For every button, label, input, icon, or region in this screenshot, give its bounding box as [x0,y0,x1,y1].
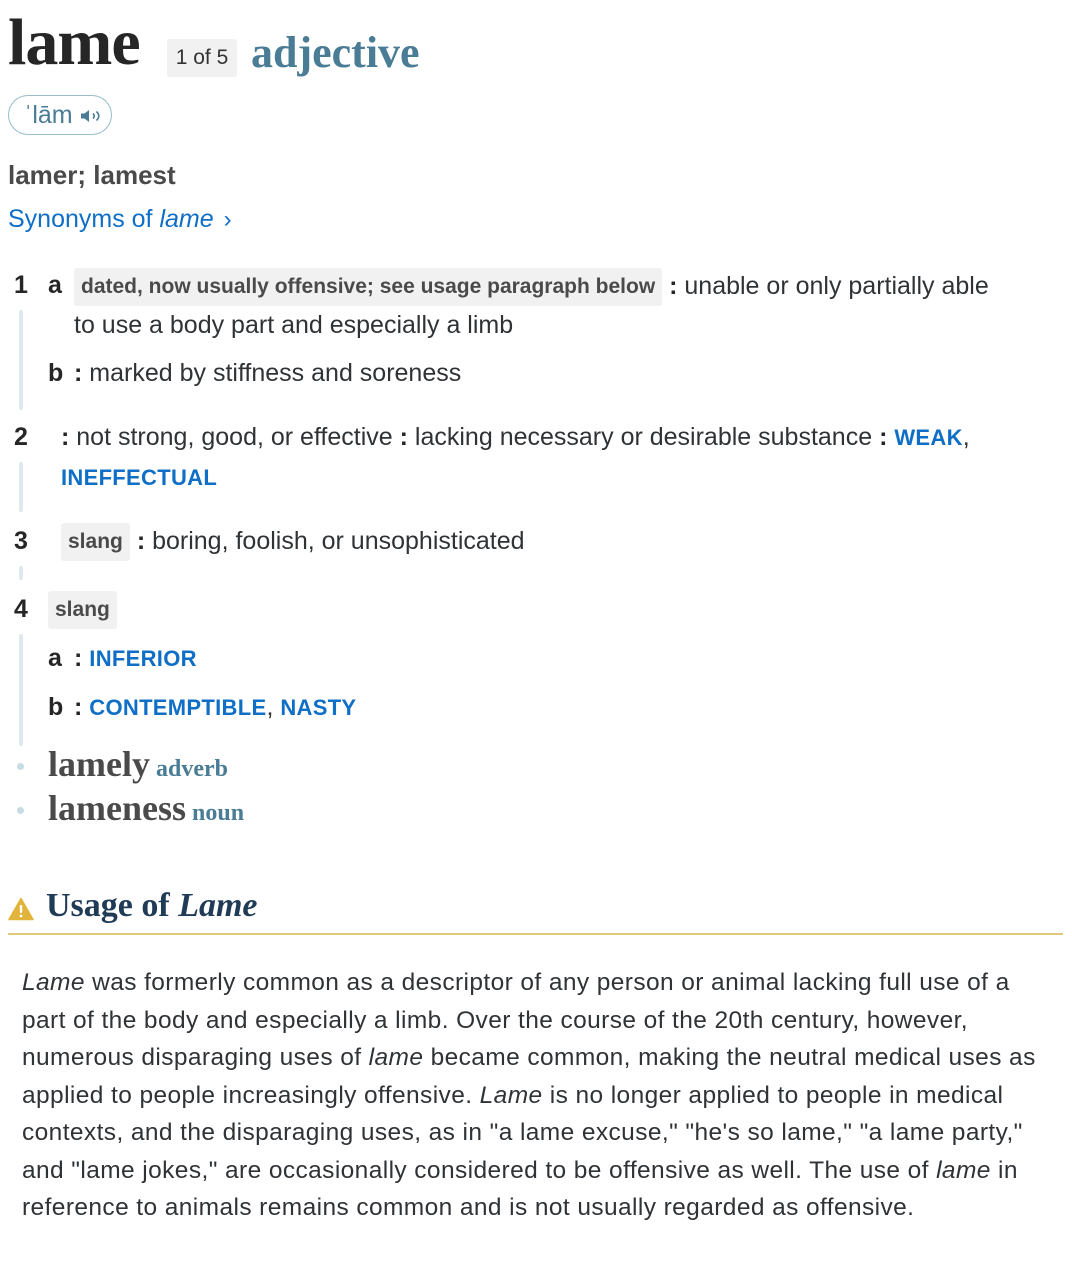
usage-text: is no longer applied to people in medical contexts, and the disparaging uses, as in "a lame excuse," "he's so lame," "a lame party," and "lame jokes," are occasionally considered to be offensive as well. The use of [22,1081,1023,1184]
sense-4b-letter: b [48,693,64,721]
runon-lamely [48,742,228,791]
usage-term: lame [936,1156,991,1184]
synonym-link-contemptible[interactable]: CONTEMPTIBLE [89,695,267,720]
usage-text: became common, making the neutral medical uses as applied to people increasingly offensive. [22,1044,1036,1109]
usage-title [46,884,258,928]
sense-1b-def-text: marked by stiffness and soreness [89,359,462,387]
warning-icon [8,897,34,921]
sense-4b-definition: : CONTEMPTIBLE, NASTY [74,693,357,721]
homograph-badge: 1 of 5 [167,39,237,77]
usage-divider [8,933,1063,935]
synonyms-link-word: lame [159,205,214,233]
sense-1-line [19,310,23,410]
runon-pos: adverb [155,756,228,782]
runon-bullet-icon [17,763,24,770]
sense-1b-letter: b [48,359,64,387]
synonyms-link[interactable] [8,202,232,237]
part-of-speech-link[interactable]: adjective [251,28,420,77]
sense-4a-letter: a [48,644,62,672]
usage-paragraph [22,964,1058,1227]
sense-1b-definition: : marked by stiffness and soreness [74,359,462,387]
runon-pos: noun [192,800,245,826]
synonym-link-inferior[interactable]: INFERIOR [89,646,197,671]
speaker-icon [80,109,106,123]
runon-bullet-icon [17,807,24,814]
synonym-link-nasty[interactable]: NASTY [280,695,357,720]
usage-label: dated, now usually offensive; see usage paragraph below [74,268,662,306]
sense-number-2: 2 [14,423,28,451]
sense-2-def-line2 [61,457,217,498]
inflections: lamer; lamest [8,160,176,190]
sense-2-def2: lacking necessary or desirable substance [414,423,873,451]
usage-term: Lame [479,1081,543,1109]
sense-2-line [19,462,23,512]
chevron-right-icon: › [223,206,232,233]
slang-label: slang [61,523,130,561]
sense-2-definition: : not strong, good, or effective : lacking necessary or desirable substance : WEAK, [61,423,970,451]
sense-1a-definition: dated, now usually offensive; see usage paragraph below : unable or only partially able [74,266,989,306]
usage-title-prefix: Usage of [46,887,179,924]
usage-text: was formerly common as a descriptor of any person or animal lacking full use of a part of the body and especially a limb. Over the course of the 20th century, however, numerous disparaging uses of [22,969,1010,1071]
headword: lame [8,6,140,79]
sense-2-def1: not strong, good, or effective [76,423,393,451]
runon-lameness [48,786,244,835]
sense-1a-letter: a [48,271,62,299]
sense-4-label-row [48,589,117,629]
sense-1a-def-text: unable or only partially able [684,272,989,300]
usage-term: lame [368,1044,424,1071]
sense-3-definition: slang : boring, foolish, or unsophisticated [61,521,525,561]
sense-1a-def-line2: to use a body part and especially a limb [74,311,514,339]
pronunciation-button[interactable] [8,95,112,135]
runon-word: lamely [48,744,150,784]
usage-title-word: Lame [178,887,258,924]
sense-number-3: 3 [14,527,28,555]
sense-3-def-text: boring, foolish, or unsophisticated [152,527,525,555]
usage-text: in reference to animals remains common and is not usually regarded as offensive. [22,1156,1018,1221]
synonyms-link-prefix: Synonyms of [8,205,160,233]
slang-label: slang [48,591,117,629]
synonym-link-ineffectual[interactable]: INEFFECTUAL [61,465,218,490]
sense-4a-definition: : INFERIOR [74,644,197,672]
sense-4-line [19,634,23,746]
pronunciation-text: ˈlām [24,101,73,129]
sense-3-line [19,566,23,580]
usage-term: Lame [22,969,85,996]
sense-number-4: 4 [14,595,28,623]
sense-number-1: 1 [14,271,28,299]
runon-word: lameness [48,788,186,828]
synonym-link-weak[interactable]: WEAK [894,425,963,450]
